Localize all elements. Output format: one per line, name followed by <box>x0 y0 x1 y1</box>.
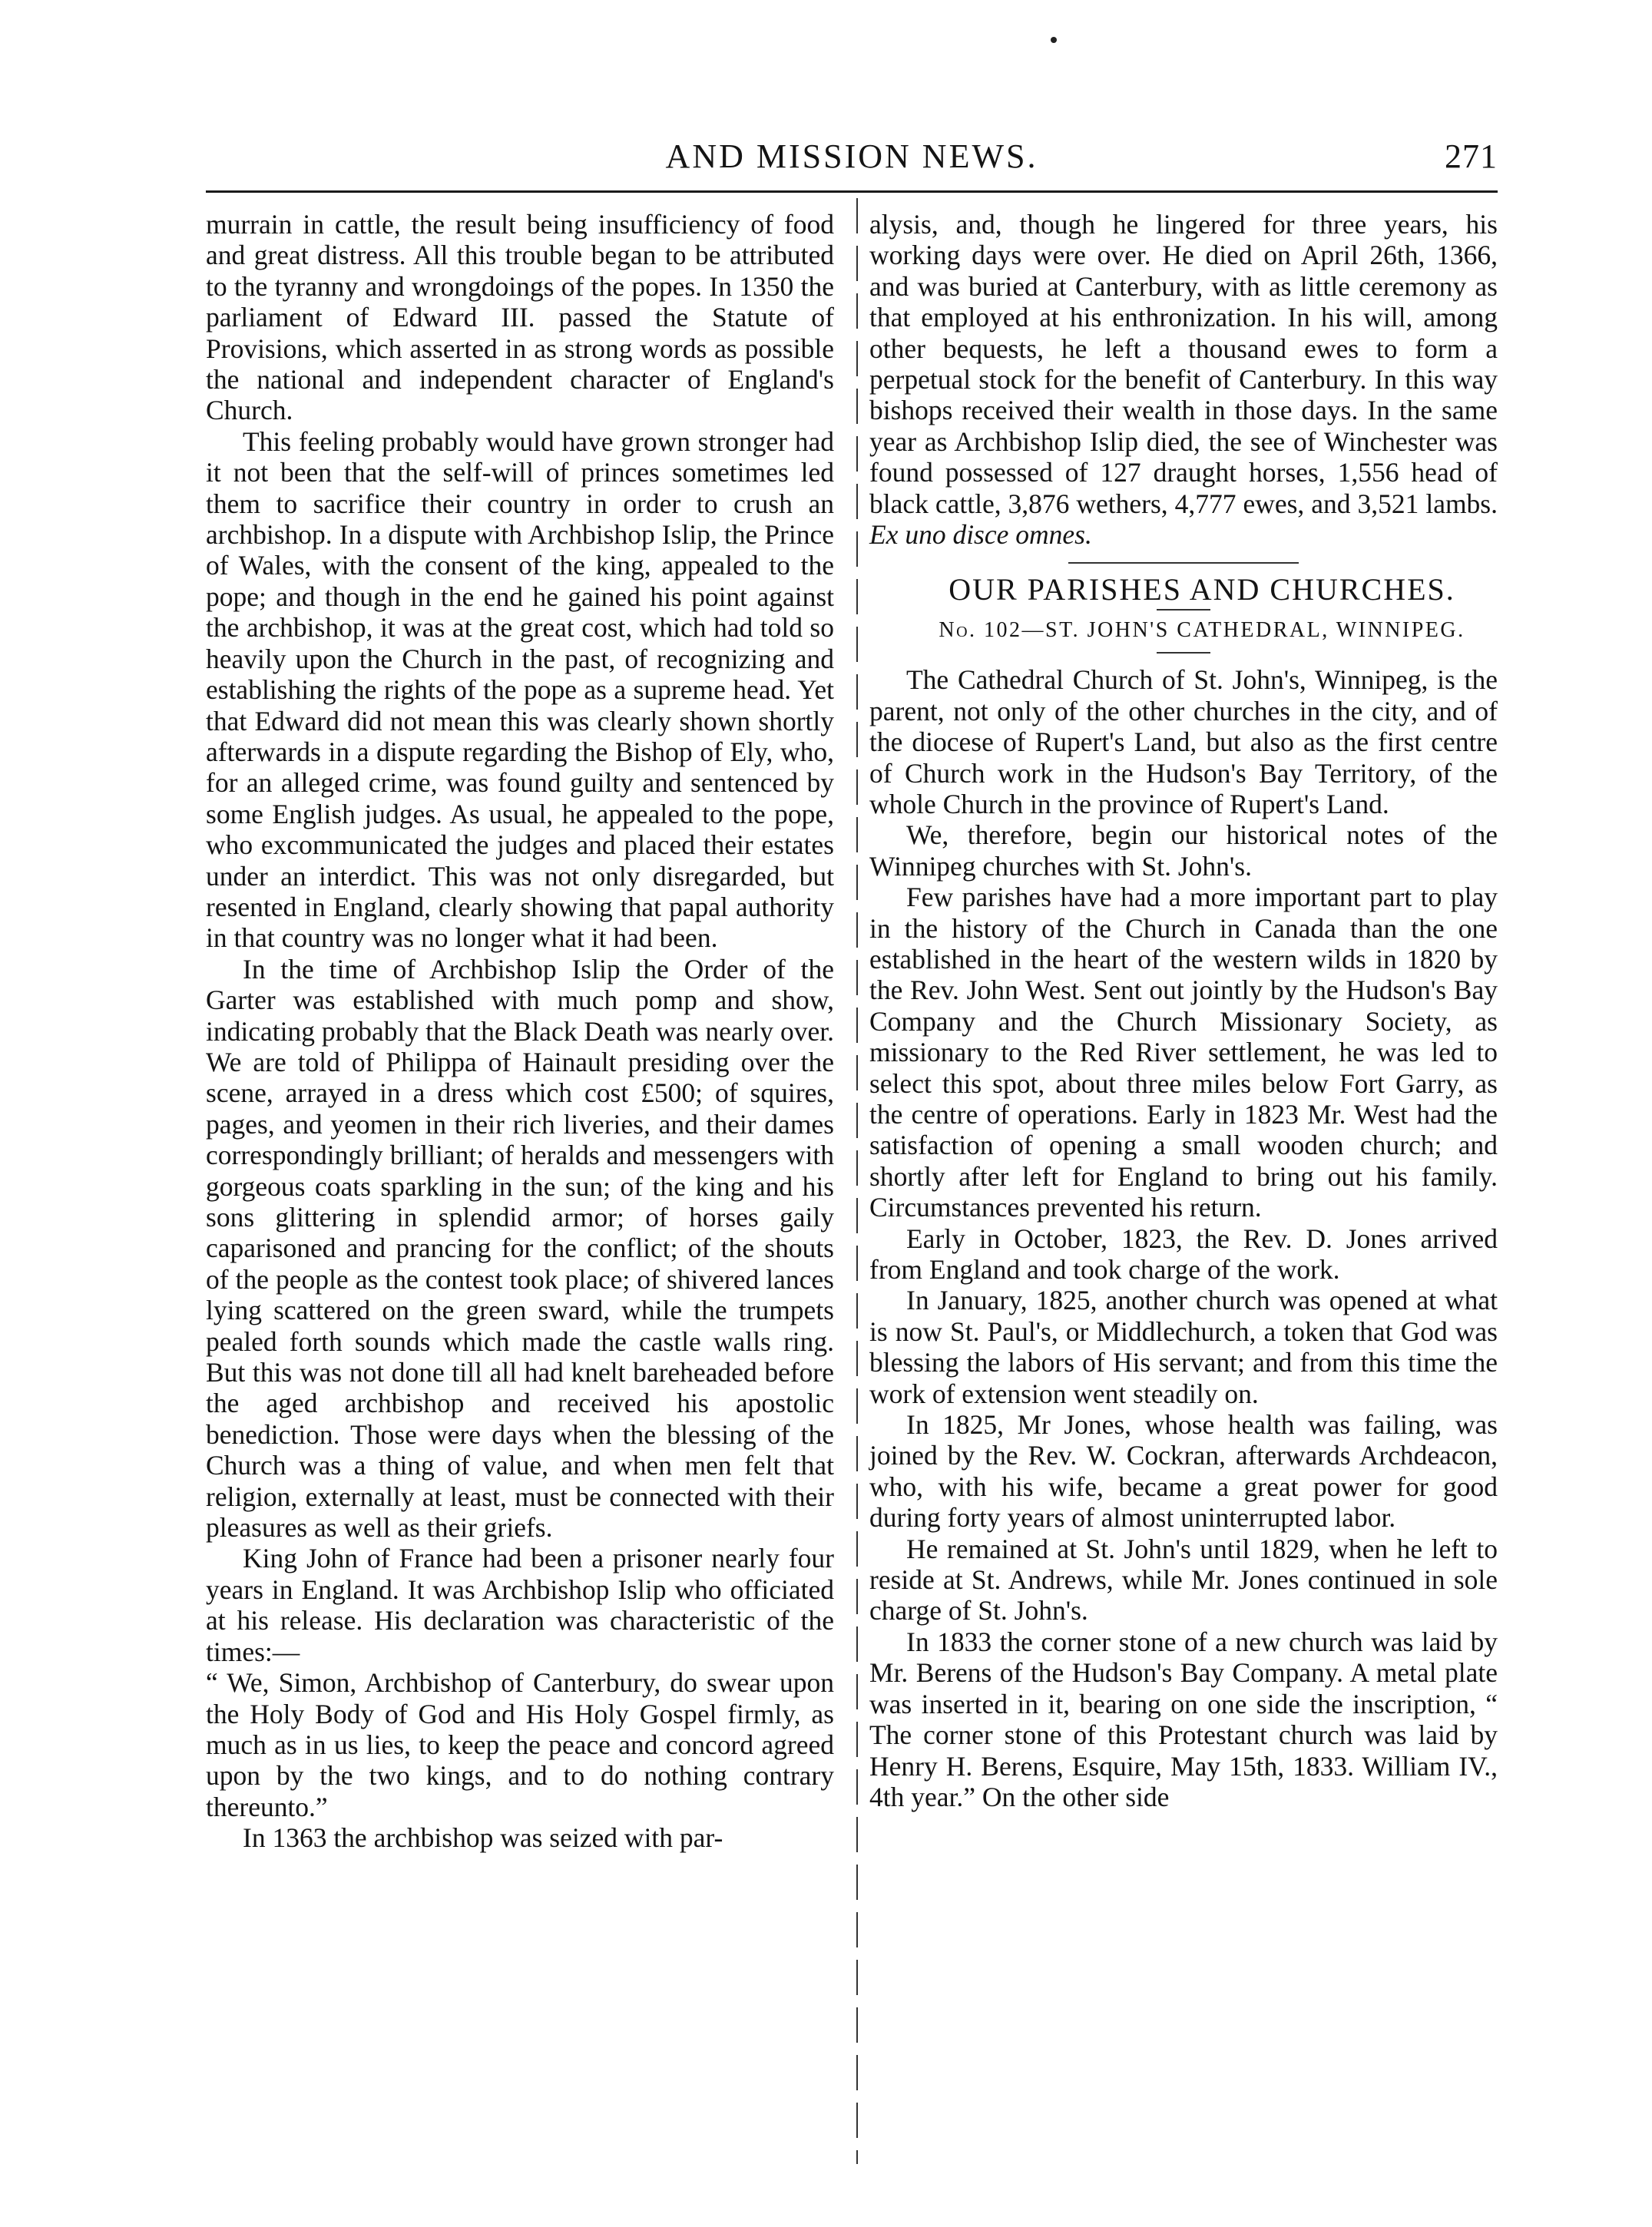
paragraph: King John of France had been a prisoner nearly four years in England. It was Archbishop Islip who officiated at his release. His declaration was characteristic of the times:— <box>206 1543 834 1667</box>
running-header <box>206 137 1498 183</box>
right-column <box>869 209 1498 1812</box>
paragraph: murrain in cattle, the result being insufficiency of food and great distress. All this trouble began to be attributed to the tyranny and wrongdoings of the popes. In 1350 the parliament of Edward III. passed the Statute of Provisions, which asserted in as strong words as possible the national and independent character of England's Church. <box>206 209 834 426</box>
section-rule <box>1068 562 1299 564</box>
paragraph-continued <box>869 209 1498 550</box>
short-rule <box>1157 609 1210 611</box>
paragraph: In January, 1825, another church was opened at what is now St. Paul's, or Middlechurch, a token that God was blessing the labors of His servant; and from this time the work of extension went steadily on. <box>869 1285 1498 1409</box>
paragraph: Few parishes have had a more important part to play in the history of the Church in Canada than the one established in the heart of the western wilds in 1820 by the Rev. John West. Sent out jointly by the Hudson's Bay Company and the Church Missionary Society, as missionary to the Red River settlement, he was led to select this spot, about three miles below Fort Garry, as the centre of operations. Early in 1823 Mr. West had the satisfaction of opening a small wooden church; and shortly after left for England to bring out his family. Circumstances prevented his return. <box>869 882 1498 1223</box>
header-rule <box>206 190 1498 193</box>
paragraph: In 1833 the corner stone of a new church was laid by Mr. Berens of the Hudson's Bay Company. A metal plate was inserted in it, bearing on one side the inscription, “ The corner stone of this Protestant church was laid by Henry H. Berens, Esquire, May 15th, 1833. William IV., 4th year.” On the other side <box>869 1626 1498 1812</box>
short-rule <box>1157 652 1210 654</box>
paragraph: Early in October, 1823, the Rev. D. Jones arrived from England and took charge of the work. <box>869 1223 1498 1285</box>
section-title: OUR PARISHES AND CHURCHES. <box>948 572 1455 607</box>
running-title: AND MISSION NEWS. <box>665 137 1038 175</box>
paragraph-continued-text: alysis, and, though he lingered for three years, his working days were over. He died on April 26th, 1366, and was buried at Canterbury, with as little ceremony as that employed at his enthronization. In his will, among other bequests, he left a thousand ewes to form a perpetual stock for the benefit of Canterbury. In this way bishops received their wealth in those days. In the same year as Archbishop Islip died, the see of Winchester was found possessed of 127 draught horses, 1,556 head of black cattle, 3,876 wethers, 4,777 ewes, and 3,521 lambs. <box>869 209 1498 519</box>
page-number: 271 <box>1445 137 1498 175</box>
paragraph: He remained at St. John's until 1829, when he left to reside at St. Andrews, while Mr. Jones continued in sole charge of St. John's. <box>869 1533 1498 1626</box>
paragraph: We, therefore, begin our historical notes of the Winnipeg churches with St. John's. <box>869 819 1498 882</box>
left-column <box>206 209 834 1854</box>
paragraph: The Cathedral Church of St. John's, Winnipeg, is the parent, not only of the other churches in the city, and of the diocese of Rupert's Land, but also as the first centre of Church work in the Hudson's Bay Territory, of the whole Church in the province of Rupert's Land. <box>869 664 1498 819</box>
paragraph: In 1363 the archbishop was seized with par- <box>243 1822 723 1854</box>
article-title: No. 102—ST. JOHN'S CATHEDRAL, WINNIPEG. <box>939 617 1465 642</box>
column-divider <box>856 198 858 2164</box>
latin-phrase: Ex uno disce omnes. <box>869 519 1092 551</box>
paragraph: In 1825, Mr Jones, whose health was failing, was joined by the Rev. W. Cockran, afterwards Archdeacon, who, with his wife, became a great power for good during forty years of almost uninterrupted labor. <box>869 1409 1498 1534</box>
oath-quote: “ We, Simon, Archbishop of Canterbury, do swear upon the Holy Body of God and His Holy Gospel firmly, as much as in us lies, to keep the peace and concord agreed upon by the two kings, and to do nothing contrary thereunto.” <box>206 1667 834 1822</box>
paragraph: This feeling probably would have grown stronger had it not been that the self-will of princes sometimes led them to sacrifice their country in order to crush an archbishop. In a dispute with Archbishop Islip, the Prince of Wales, with the consent of the king, appealed to the pope; and though in the end he gained his point against the archbishop, it was at the great cost, which had told so heavily upon the Church in the past, of recognizing and establishing the rights of the pope as a supreme head. Yet that Edward did not mean this was clearly shown shortly afterwards in a dispute regarding the Bishop of Ely, who, for an alleged crime, was found guilty and sentenced by some English judges. As usual, he appealed to the pope, who excommunicated the judges and placed their estates under an interdict. This was not only disregarded, but resented in England, clearly showing that papal authority in that country was no longer what it had been. <box>206 425 834 954</box>
paragraph: In the time of Archbishop Islip the Order of the Garter was established with much pomp and show, indicating probably that the Black Death was nearly over. We are told of Philippa of Hainault presiding over the scene, arrayed in a dress which cost £500; of squires, pages, and yeomen in their rich liveries, and their dames correspondingly brilliant; of heralds and messengers with gorgeous coats sparkling in the sun; of the king and his sons glittering in splendid armor; of horses gaily caparisoned and prancing for the conflict; of the shouts of the people as the contest took place; of shivered lances lying scattered on the green sward, while the trumpets pealed forth sounds which made the castle walls ring. But this was not done till all had knelt bareheaded before the aged archbishop and received his apostolic benediction. Those were days when the blessing of the Church was a thing of value, and when men felt that religion, externally at least, must be connected with their pleasures as well as their griefs. <box>206 953 834 1544</box>
ink-speck <box>1051 37 1057 43</box>
